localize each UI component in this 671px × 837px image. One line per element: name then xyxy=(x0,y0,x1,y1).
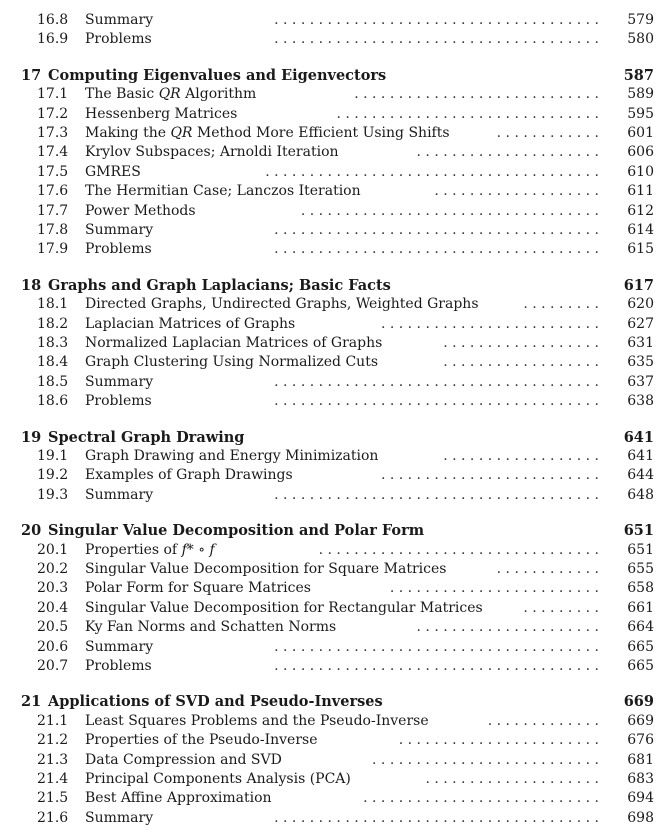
section-number: 20.3 xyxy=(37,580,69,597)
section-number: 21.5 xyxy=(37,790,69,807)
dot-leader: . . . . . . . . . . . . . . . . . . . . . . . . . . . . . . . . xyxy=(318,541,599,558)
chapter-page: 641 xyxy=(623,428,654,446)
section-page: 698 xyxy=(627,809,654,826)
chapter-title: Spectral Graph Drawing xyxy=(48,428,245,446)
section-row[interactable] xyxy=(0,163,671,182)
chapter-row[interactable] xyxy=(0,66,671,85)
dot-leader: . . . . . . . . . . . . . . . . . . . . . . . . . . . . . . . . . . . . . xyxy=(274,31,599,48)
chapter-row[interactable] xyxy=(0,276,671,295)
section-row[interactable] xyxy=(0,541,671,560)
section-title: Summary xyxy=(85,486,154,503)
dot-leader: . . . . . . . . . . . . . . . . . . . . . . . . . . . . . . . . . . xyxy=(300,202,599,219)
section-row[interactable] xyxy=(0,657,671,676)
dot-leader: . . . . . . . . . . . . . . . . . . . . . . . . . . . . . . . . . . . . . xyxy=(274,393,599,410)
section-number: 19.3 xyxy=(37,486,69,503)
section-number: 17.4 xyxy=(37,144,69,161)
dot-leader: . . . . . . . . . . . . . . . . . . . . . xyxy=(416,619,599,636)
section-title: Examples of Graph Drawings xyxy=(85,467,293,484)
section-number: 20.2 xyxy=(37,561,69,577)
dot-leader: . . . . . . . . . xyxy=(523,599,599,616)
dot-leader: . . . . . . . . . . . . . . . . . . . . . . . . . . . . . . . . . . . . . xyxy=(274,241,599,258)
chapter-title: Computing Eigenvalues and Eigenvectors xyxy=(48,66,387,84)
section-title: Problems xyxy=(85,241,152,258)
section-number: 17.1 xyxy=(37,86,69,103)
section-row[interactable] xyxy=(0,751,671,770)
section-row[interactable] xyxy=(0,638,671,657)
chapter-title: Graphs and Graph Laplacians; Basic Facts xyxy=(48,276,391,294)
section-page: 579 xyxy=(627,12,654,28)
section-number: 17.3 xyxy=(37,125,69,141)
section-number: 17.7 xyxy=(37,202,69,219)
section-number: 19.1 xyxy=(37,448,69,464)
section-row[interactable] xyxy=(0,599,671,618)
section-page: 595 xyxy=(627,105,654,122)
section-number: 20.4 xyxy=(37,599,69,616)
section-title: Data Compression and SVD xyxy=(85,751,282,768)
dot-leader: . . . . . . . . . . . . . . . . . . . xyxy=(434,183,599,200)
section-row[interactable] xyxy=(0,315,671,334)
section-number: 18.1 xyxy=(37,296,69,313)
dot-leader: . . . . . . . . . . . . . . . . . . . . . . . . . . . . . . . . . . . . . xyxy=(274,486,599,503)
section-row[interactable] xyxy=(0,712,671,731)
section-row[interactable] xyxy=(0,560,671,579)
section-row[interactable] xyxy=(0,182,671,201)
section-row[interactable] xyxy=(0,731,671,750)
dot-leader: . . . . . . . . . . . . . . . . . . xyxy=(443,354,599,371)
section-row[interactable] xyxy=(0,809,671,828)
section-page: 641 xyxy=(627,448,654,464)
section-page: 655 xyxy=(627,561,654,577)
section-title: Summary xyxy=(85,809,154,826)
section-number: 21.6 xyxy=(37,809,69,826)
dot-leader: . . . . . . . . . . . . . . . . . . xyxy=(443,448,599,464)
section-row[interactable] xyxy=(0,447,671,466)
dot-leader: . . . . . . . . . . . . . . . . . . . . . . . . . . . . . . . . . . . . . xyxy=(274,222,599,238)
section-title: Summary xyxy=(85,638,154,655)
section-number: 20.5 xyxy=(37,619,69,636)
section-page: 606 xyxy=(627,144,654,161)
section-title: Ky Fan Norms and Schatten Norms xyxy=(85,619,337,636)
dot-leader: . . . . . . . . . . . . . . . . . . . . . . . . . . . . . . . . . . . . . xyxy=(274,638,599,655)
section-title: Problems xyxy=(85,31,152,48)
section-title: Summary xyxy=(85,12,154,28)
section-page: 658 xyxy=(627,580,654,597)
section-page: 669 xyxy=(627,712,654,729)
chapter-number: 21 xyxy=(21,693,42,711)
section-number: 17.5 xyxy=(37,163,69,180)
chapter-page: 669 xyxy=(623,693,654,711)
dot-leader: . . . . . . . . . . . . . . . . . . . . . xyxy=(416,144,599,161)
section-title: Properties of f* ∘ f xyxy=(85,541,215,558)
section-number: 16.9 xyxy=(37,31,69,48)
section-page: 651 xyxy=(627,541,654,558)
section-page: 631 xyxy=(627,335,654,351)
chapter-row[interactable] xyxy=(0,521,671,540)
section-row[interactable] xyxy=(0,353,671,372)
section-number: 21.4 xyxy=(37,771,69,787)
section-number: 20.6 xyxy=(37,638,69,655)
section-row[interactable] xyxy=(0,392,671,411)
section-page: 694 xyxy=(627,790,654,807)
section-title: Directed Graphs, Undirected Graphs, Weighted Graphs xyxy=(85,296,479,313)
section-title: Summary xyxy=(85,222,154,238)
section-number: 18.5 xyxy=(37,373,69,390)
section-number: 18.6 xyxy=(37,393,69,410)
section-row[interactable] xyxy=(0,143,671,162)
chapter-title: Singular Value Decomposition and Polar Form xyxy=(48,522,425,540)
section-title: The Basic QR Algorithm xyxy=(85,86,257,103)
section-row[interactable] xyxy=(0,334,671,353)
chapter-row[interactable] xyxy=(0,692,671,711)
section-row[interactable] xyxy=(0,85,671,104)
dot-leader: . . . . . . . . . . . . . . . . . . . . . . . . . xyxy=(380,315,599,332)
dot-leader: . . . . . . . . . xyxy=(523,296,599,313)
chapter-page: 587 xyxy=(623,66,654,84)
section-row[interactable] xyxy=(0,486,671,505)
section-page: 638 xyxy=(627,393,654,410)
section-number: 17.8 xyxy=(37,222,69,238)
section-title: Singular Value Decomposition for Square Matrices xyxy=(85,561,447,577)
section-row[interactable] xyxy=(0,30,671,49)
dot-leader: . . . . . . . . . . . . . . . . . . . . . . . . . . . . . . . . . . . . . xyxy=(274,658,599,674)
chapter-number: 17 xyxy=(21,66,42,84)
section-page: 620 xyxy=(627,296,654,313)
section-title: The Hermitian Case; Lanczos Iteration xyxy=(85,183,361,200)
section-number: 21.2 xyxy=(37,732,69,749)
section-page: 589 xyxy=(627,86,654,103)
dot-leader: . . . . . . . . . . . . . . . . . . . . . . . . . . . . . . . . . . . . . xyxy=(274,12,599,28)
section-row[interactable] xyxy=(0,579,671,598)
chapter-row[interactable] xyxy=(0,428,671,447)
section-page: 615 xyxy=(627,241,654,258)
chapter-page: 651 xyxy=(623,522,654,540)
dot-leader: . . . . . . . . . . . . . . . . . . . . . . . . . . . . . . . . . . . . . xyxy=(274,373,599,390)
section-page: 681 xyxy=(627,751,654,768)
section-page: 610 xyxy=(627,163,654,180)
section-number: 18.4 xyxy=(37,354,69,371)
section-page: 661 xyxy=(627,599,654,616)
section-number: 20.7 xyxy=(37,658,69,674)
section-title: Normalized Laplacian Matrices of Graphs xyxy=(85,335,383,351)
section-page: 665 xyxy=(627,638,654,655)
section-page: 611 xyxy=(627,183,654,200)
dot-leader: . . . . . . . . . . . . . . . . . . . . . . . . . . . . xyxy=(354,86,599,103)
section-title: Problems xyxy=(85,393,152,410)
section-title: Hessenberg Matrices xyxy=(85,105,238,122)
section-number: 19.2 xyxy=(37,467,69,484)
section-page: 644 xyxy=(627,467,654,484)
section-row[interactable] xyxy=(0,105,671,124)
chapter-number: 19 xyxy=(21,428,42,446)
section-title: Krylov Subspaces; Arnoldi Iteration xyxy=(85,144,339,161)
section-title: Problems xyxy=(85,658,152,674)
section-page: 614 xyxy=(627,222,654,238)
dot-leader: . . . . . . . . . . . . . . . . . . . . xyxy=(425,771,599,787)
section-row[interactable] xyxy=(0,221,671,240)
section-number: 18.2 xyxy=(37,315,69,332)
section-page: 627 xyxy=(627,315,654,332)
section-row[interactable] xyxy=(0,618,671,637)
section-number: 21.1 xyxy=(37,712,69,729)
section-title: Graph Drawing and Energy Minimization xyxy=(85,448,379,464)
dot-leader: . . . . . . . . . . . . xyxy=(496,125,599,141)
section-title: Power Methods xyxy=(85,202,196,219)
section-page: 676 xyxy=(627,732,654,749)
dot-leader: . . . . . . . . . . . . . . . . . . . . . . . . . xyxy=(380,467,599,484)
section-page: 635 xyxy=(627,354,654,371)
section-page: 648 xyxy=(627,486,654,503)
section-page: 580 xyxy=(627,31,654,48)
section-page: 683 xyxy=(627,771,654,787)
section-title: Summary xyxy=(85,373,154,390)
section-title: Graph Clustering Using Normalized Cuts xyxy=(85,354,379,371)
section-row[interactable] xyxy=(0,202,671,221)
section-row[interactable] xyxy=(0,789,671,808)
chapter-number: 18 xyxy=(21,276,42,294)
section-number: 17.2 xyxy=(37,105,69,122)
dot-leader: . . . . . . . . . . . . . . . . . . . . . . . . . . xyxy=(372,751,599,768)
dot-leader: . . . . . . . . . . . . xyxy=(496,561,599,577)
section-title: Properties of the Pseudo-Inverse xyxy=(85,732,318,749)
section-title: Polar Form for Square Matrices xyxy=(85,580,311,597)
section-row[interactable] xyxy=(0,11,671,30)
section-number: 21.3 xyxy=(37,751,69,768)
dot-leader: . . . . . . . . . . . . . . . . . . . . . . . . . . . . . . . . . . . . . . xyxy=(265,163,599,180)
section-row[interactable] xyxy=(0,240,671,259)
dot-leader: . . . . . . . . . . . . . . . . . . xyxy=(443,335,599,351)
dot-leader: . . . . . . . . . . . . . . . . . . . . . . . . . . . xyxy=(363,790,599,807)
section-title: Making the QR Method More Efficient Using Shifts xyxy=(85,125,450,141)
section-title: Laplacian Matrices of Graphs xyxy=(85,315,296,332)
section-row[interactable] xyxy=(0,373,671,392)
section-number: 20.1 xyxy=(37,541,69,558)
section-title: GMRES xyxy=(85,163,141,180)
section-page: 601 xyxy=(627,125,654,141)
section-page: 612 xyxy=(627,202,654,219)
section-row[interactable] xyxy=(0,295,671,314)
section-title: Singular Value Decomposition for Rectangular Matrices xyxy=(85,599,483,616)
section-number: 17.9 xyxy=(37,241,69,258)
section-number: 16.8 xyxy=(37,12,69,28)
section-row[interactable] xyxy=(0,770,671,789)
chapter-page: 617 xyxy=(623,276,654,294)
section-page: 637 xyxy=(627,373,654,390)
section-row[interactable] xyxy=(0,124,671,143)
dot-leader: . . . . . . . . . . . . . . . . . . . . . . . . xyxy=(389,580,599,597)
section-title: Least Squares Problems and the Pseudo-Inverse xyxy=(85,712,429,729)
section-title: Principal Components Analysis (PCA) xyxy=(85,771,351,787)
section-page: 664 xyxy=(627,619,654,636)
dot-leader: . . . . . . . . . . . . . . . . . . . . . . . . . . . . . . . . . . . . . xyxy=(274,809,599,826)
section-row[interactable] xyxy=(0,466,671,485)
dot-leader: . . . . . . . . . . . . . . . . . . . . . . . xyxy=(398,732,599,749)
section-title: Best Affine Approximation xyxy=(85,790,272,807)
section-number: 18.3 xyxy=(37,335,69,351)
dot-leader: . . . . . . . . . . . . . . . . . . . . . . . . . . . . . . xyxy=(336,105,599,122)
chapter-title: Applications of SVD and Pseudo-Inverses xyxy=(48,693,383,711)
section-number: 17.6 xyxy=(37,183,69,200)
dot-leader: . . . . . . . . . . . . . xyxy=(487,712,599,729)
chapter-number: 20 xyxy=(21,522,42,540)
section-page: 665 xyxy=(627,658,654,674)
